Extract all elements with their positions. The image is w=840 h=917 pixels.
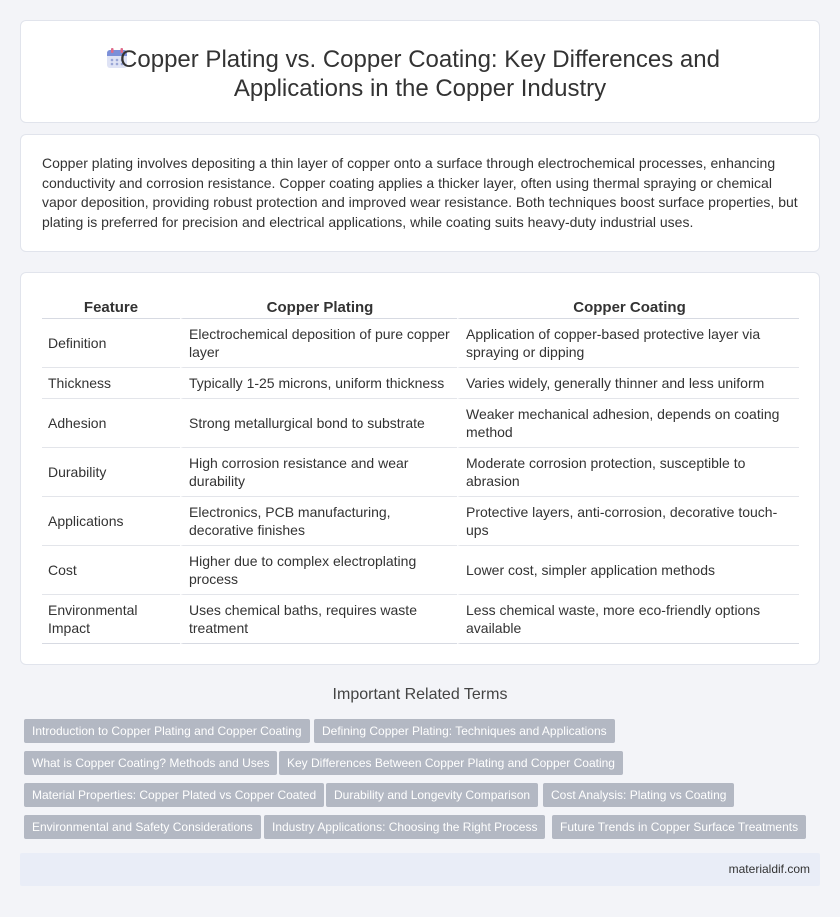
plating-cell: Higher due to complex electroplating process bbox=[180, 546, 457, 595]
coating-cell: Varies widely, generally thinner and less uniform bbox=[457, 368, 799, 399]
footer-site-name: materialdif.com bbox=[728, 862, 810, 876]
footer bbox=[20, 853, 820, 886]
comparison-table bbox=[42, 297, 799, 644]
page-title bbox=[21, 45, 819, 103]
related-term-link[interactable]: Introduction to Copper Plating and Copper Coating bbox=[24, 719, 310, 743]
related-term-link[interactable]: What is Copper Coating? Methods and Uses bbox=[24, 751, 277, 775]
summary-paragraph: Copper plating involves depositing a thin layer of copper onto a surface through electrochemical processes, enhancing conductivity and corrosion resistance. Copper coating applies a thicker layer, often using thermal spraying or chemical vapor deposition, providing robust protection and improved wear resistance. Both techniques boost surface properties, but plating is preferred for precision and electrical applications, while coating suits heavy-duty industrial uses. bbox=[42, 155, 798, 230]
title-card bbox=[20, 20, 820, 123]
header-copper-coating: Copper Coating bbox=[457, 297, 799, 319]
table-row bbox=[42, 595, 799, 644]
table-row bbox=[42, 546, 799, 595]
feature-cell: Cost bbox=[42, 546, 180, 595]
table-row bbox=[42, 399, 799, 448]
plating-cell: Typically 1-25 microns, uniform thickness bbox=[180, 368, 457, 399]
page-title-line-1: Copper Plating vs. Copper Coating: Key Differences and bbox=[120, 46, 720, 73]
page-title-line-2: Applications in the Copper Industry bbox=[233, 75, 607, 102]
feature-cell: Thickness bbox=[42, 368, 180, 399]
plating-cell: High corrosion resistance and wear durability bbox=[180, 448, 457, 497]
coating-cell: Less chemical waste, more eco-friendly options available bbox=[457, 595, 799, 644]
feature-cell: Environmental Impact bbox=[42, 595, 180, 644]
plating-cell: Electrochemical deposition of pure copper layer bbox=[180, 319, 457, 368]
coating-cell: Protective layers, anti-corrosion, decorative touch-ups bbox=[457, 497, 799, 546]
related-terms-title: Important Related Terms bbox=[332, 686, 508, 703]
feature-cell: Definition bbox=[42, 319, 180, 368]
related-term-link[interactable]: Material Properties: Copper Plated vs Copper Coated bbox=[24, 783, 324, 807]
coating-cell: Application of copper-based protective layer via spraying or dipping bbox=[457, 319, 799, 368]
header-feature: Feature bbox=[42, 297, 180, 319]
table-row bbox=[42, 368, 799, 399]
coating-cell: Lower cost, simpler application methods bbox=[457, 546, 799, 595]
coating-cell: Weaker mechanical adhesion, depends on coating method bbox=[457, 399, 799, 448]
related-term-link[interactable]: Environmental and Safety Considerations bbox=[24, 815, 261, 839]
plating-cell: Uses chemical baths, requires waste treatment bbox=[180, 595, 457, 644]
related-term-link[interactable]: Key Differences Between Copper Plating and Copper Coating bbox=[279, 751, 623, 775]
table-header-row bbox=[42, 297, 799, 319]
plating-cell: Strong metallurgical bond to substrate bbox=[180, 399, 457, 448]
related-term-link[interactable]: Cost Analysis: Plating vs Coating bbox=[543, 783, 734, 807]
feature-cell: Applications bbox=[42, 497, 180, 546]
related-term-link[interactable]: Industry Applications: Choosing the Right Process bbox=[264, 815, 545, 839]
table-row bbox=[42, 497, 799, 546]
related-term-link[interactable]: Defining Copper Plating: Techniques and Applications bbox=[314, 719, 615, 743]
coating-cell: Moderate corrosion protection, susceptible to abrasion bbox=[457, 448, 799, 497]
related-term-link[interactable]: Future Trends in Copper Surface Treatments bbox=[552, 815, 806, 839]
plating-cell: Electronics, PCB manufacturing, decorative finishes bbox=[180, 497, 457, 546]
related-term-link[interactable]: Durability and Longevity Comparison bbox=[326, 783, 538, 807]
summary-card bbox=[20, 134, 820, 252]
table-row bbox=[42, 319, 799, 368]
comparison-card bbox=[20, 272, 820, 665]
feature-cell: Adhesion bbox=[42, 399, 180, 448]
feature-cell: Durability bbox=[42, 448, 180, 497]
table-row bbox=[42, 448, 799, 497]
header-copper-plating: Copper Plating bbox=[180, 297, 457, 319]
